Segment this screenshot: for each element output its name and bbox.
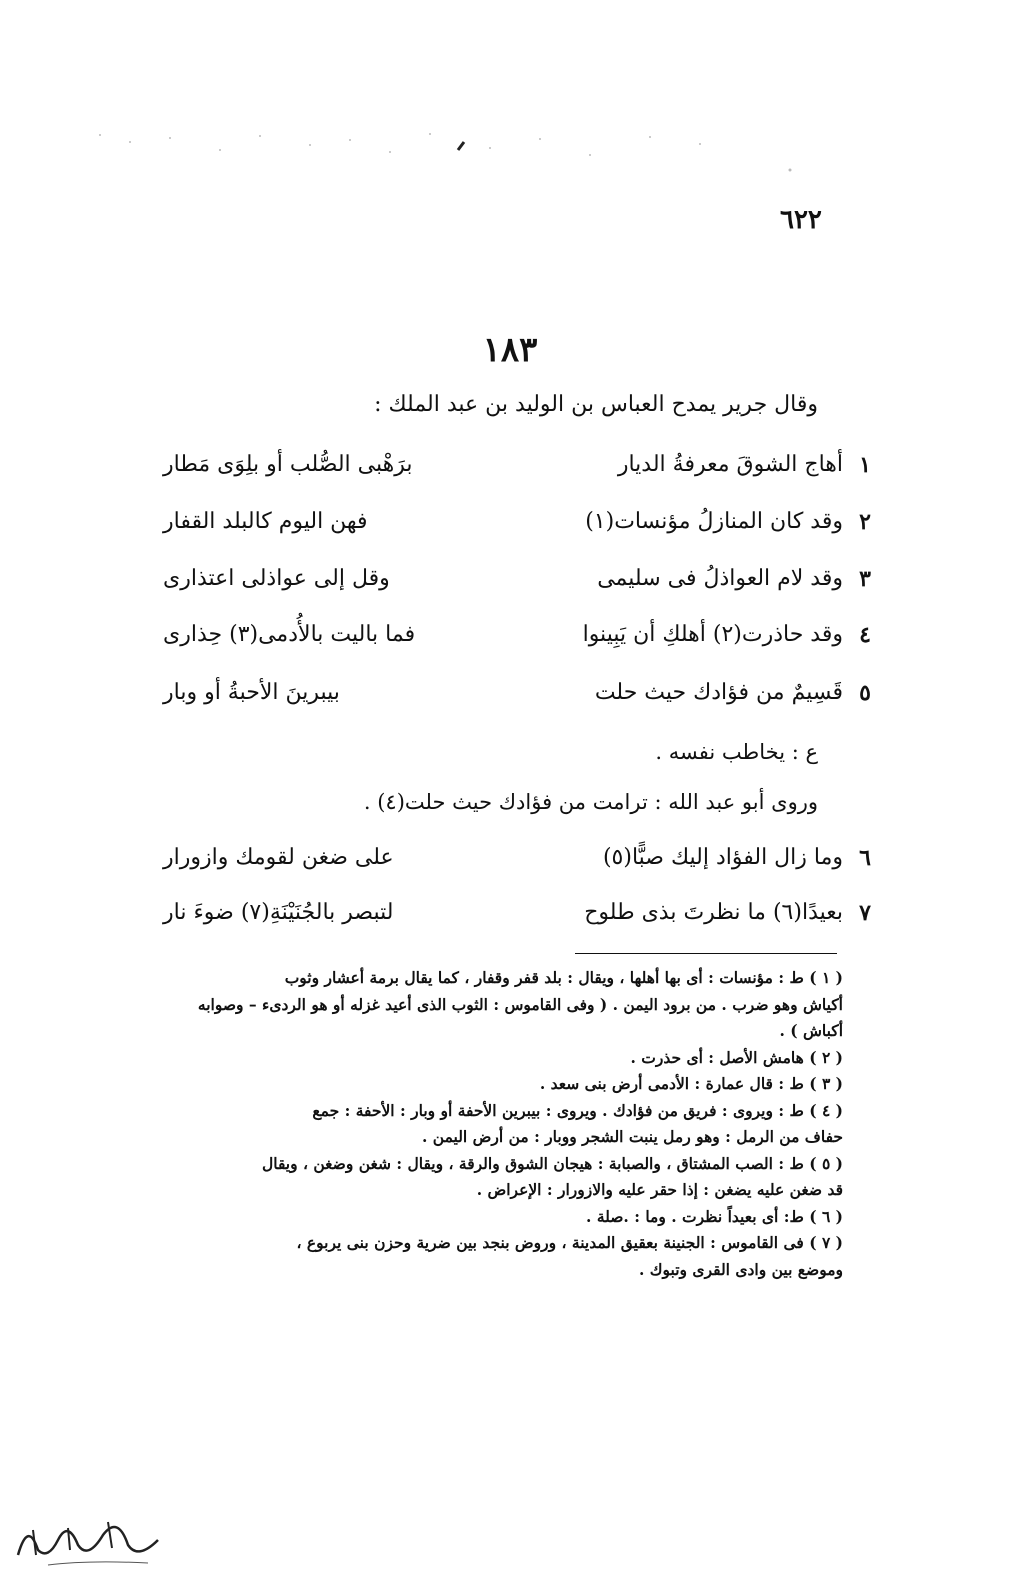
verse-number: ٤ xyxy=(859,622,871,648)
signature-stamp xyxy=(8,1500,168,1570)
verse-second-hemistich: برَهْبى الصُّلب أو بلِوَى مَطار xyxy=(163,452,413,477)
verse-first-hemistich: وما زال الفؤاد إليك صبًّا(٥) xyxy=(602,845,843,870)
footnote-line: ( ٤ ) ط : ويروى : فريق من فؤادك . ويروى : بيبرين الأحفة أو وبار : الأحفة : جمع xyxy=(312,1100,843,1120)
footnote-line: ( ٧ ) فى القاموس : الجنينة بعقيق المدينة ، وروض بنجد بين ضرية وحزن بنى يربوع ، xyxy=(296,1233,843,1252)
verse-number: ٦ xyxy=(859,845,871,871)
verse-6 xyxy=(163,845,871,885)
verse-second-hemistich: فما باليت بالأُدمى(٣) حِذارى xyxy=(163,622,416,647)
footnote-line: ( ٥ ) ط : الصب المشتاق ، والصبابة : هيجان الشوق والرقة ، ويقال : شغن وضغن ، ويقال xyxy=(261,1153,843,1173)
footnote-line: ( ٢ ) هامش الأصل : أى حذرت . xyxy=(630,1047,843,1067)
poem-number: ١٨٣ xyxy=(482,330,538,370)
verse-number: ٣ xyxy=(859,566,871,592)
footnote-line: أكباش ) . xyxy=(779,1021,843,1040)
verse-7 xyxy=(163,900,871,940)
page-number: ٦٢٢ xyxy=(780,205,822,235)
footnote-divider xyxy=(575,953,837,954)
scan-speckles xyxy=(90,130,850,180)
footnote-line: أكياش وهو ضرب . من برود اليمن . ( وفى القاموس : الثوب الذى أعيد غزله أو هو الردىء – وصوابه xyxy=(197,994,843,1014)
poem-intro: وقال جرير يمدح العباس بن الوليد بن عبد الملك : xyxy=(374,392,818,417)
verse-1 xyxy=(163,452,871,492)
verse-first-hemistich: وقد كان المنازلُ مؤنسات(١) xyxy=(585,509,843,534)
footnote-line: قد ضغن عليه يضغن : إذا حقر عليه والازورار : الإعراض . xyxy=(476,1180,843,1199)
verse-second-hemistich: وقل إلى عواذلى اعتذارى xyxy=(163,566,390,591)
verse-number: ٥ xyxy=(859,680,871,706)
verse-number: ١ xyxy=(859,452,871,478)
verse-second-hemistich: لتبصر بالجُنَيْنَةِ(٧) ضوءَ نار xyxy=(163,900,394,925)
verse-5 xyxy=(163,680,871,720)
verse-number: ٧ xyxy=(859,900,871,926)
footnote-line: ( ١ ) ط : مؤنسات : أى بها أهلها ، ويقال : بلد قفر وقفار ، كما يقال برمة أعشار وثوب xyxy=(284,968,843,987)
variant-note: وروى أبو عبد الله : ترامت من فؤادك حيث حلت(٤) . xyxy=(363,790,818,814)
verse-2 xyxy=(163,509,871,549)
verse-first-hemistich: أهاج الشوقَ معرفةُ الديار xyxy=(617,452,843,477)
verse-first-hemistich: وقد لام العواذلُ فى سليمى xyxy=(597,566,843,591)
footnote-line: وموضع بين وادى القرى وتبوك . xyxy=(638,1259,843,1279)
verse-first-hemistich: وقد حاذرت(٢) أهلكِ أن يَبِينوا xyxy=(582,622,843,647)
verse-first-hemistich: قَسِيمٌ من فؤادك حيث حلت xyxy=(594,680,843,705)
footnote-line: ( ٣ ) ط : قال عمارة : الأدمى أرض بنى سعد . xyxy=(539,1074,843,1093)
footnote-line: حفاف من الرمل : وهو رمل ينبت الشجر ووبار : من أرض اليمن . xyxy=(421,1127,843,1146)
verse-second-hemistich: فهن اليوم كالبلد القفار xyxy=(163,509,368,534)
verse-4 xyxy=(163,622,871,662)
verse-second-hemistich: على ضغن لقومك وازورار xyxy=(163,845,394,870)
commentary-note: ع : يخاطب نفسه . xyxy=(655,740,818,764)
footnote-line: ( ٦ ) ط: أى بعيداً نظرت . وما : .صلة . xyxy=(586,1206,843,1226)
footnotes xyxy=(143,965,843,1283)
verse-number: ٢ xyxy=(859,509,871,535)
verse-first-hemistich: بعيدًا(٦) ما نظرتَ بذى طلوح xyxy=(584,900,843,925)
verse-second-hemistich: بيبرينَ الأحبةُ أو وبار xyxy=(163,680,340,705)
verse-3 xyxy=(163,566,871,606)
